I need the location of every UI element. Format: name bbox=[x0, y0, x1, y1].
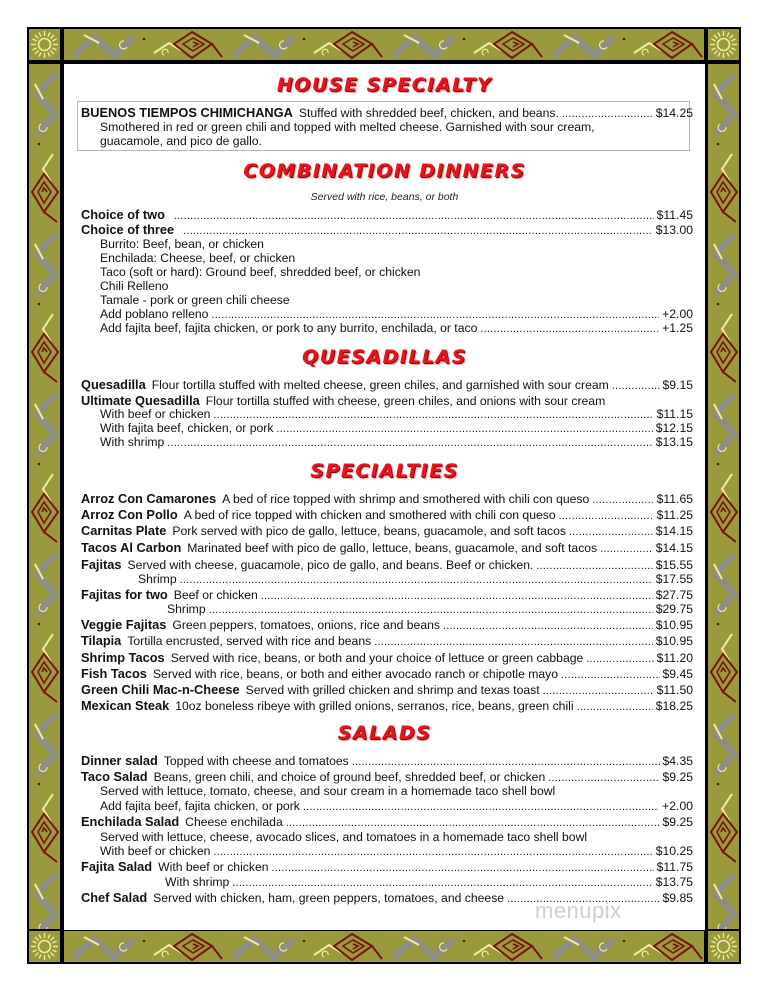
item-desc: Topped with cheese and tomatoes bbox=[163, 754, 349, 768]
leader-dots bbox=[480, 321, 659, 336]
border-band-top bbox=[64, 29, 704, 60]
item-name: BUENOS TIEMPOS CHIMICHANGA bbox=[81, 105, 293, 120]
item-name: Tilapia bbox=[81, 633, 122, 648]
section-heading-quesadillas: QUESADILLAS bbox=[302, 346, 467, 368]
leader-dots bbox=[352, 754, 660, 769]
variant-label: With fajita beef, chicken, or pork bbox=[100, 421, 274, 435]
border-band-right bbox=[708, 64, 739, 929]
item-price: $18.25 bbox=[655, 699, 693, 713]
menu-item bbox=[81, 207, 693, 222]
leader-dots bbox=[276, 421, 652, 436]
variant-label: Shrimp bbox=[138, 572, 177, 586]
sun-icon bbox=[708, 29, 739, 60]
item-name: Quesadilla bbox=[81, 377, 146, 392]
variant-label: With beef or chicken bbox=[100, 844, 211, 858]
menu-item bbox=[81, 523, 693, 538]
leader-dots bbox=[548, 770, 659, 785]
menu-item bbox=[81, 633, 693, 648]
variant-price: $13.75 bbox=[655, 875, 693, 889]
combo-option: Burrito: Beef, bean, or chicken bbox=[100, 237, 264, 251]
variant-price: $12.15 bbox=[655, 421, 693, 435]
addon-label: Add poblano relleno bbox=[100, 307, 209, 321]
item-desc-line: guacamole, and pico de gallo. bbox=[100, 134, 262, 148]
section-heading-house-specialty: HOUSE SPECIALTY bbox=[276, 74, 493, 96]
item-desc: Served with rice, beans, or both and your choice of lettuce or green cabbage bbox=[170, 651, 584, 665]
item-price: $11.75 bbox=[656, 860, 693, 874]
variant-label: Shrimp bbox=[167, 602, 206, 616]
menu-item bbox=[81, 222, 693, 237]
leader-dots bbox=[211, 307, 659, 322]
item-name: Enchilada Salad bbox=[81, 814, 180, 829]
border-band-left bbox=[29, 64, 60, 929]
variant-price: $17.55 bbox=[655, 572, 693, 586]
menu-item bbox=[81, 491, 693, 506]
item-desc: Served with chicken, ham, green peppers, tomatoes, and cheese bbox=[153, 891, 505, 905]
item-price: $14.15 bbox=[655, 541, 693, 555]
leader-dots bbox=[174, 208, 654, 223]
section-heading-salads: SALADS bbox=[337, 722, 432, 744]
item-price: $9.25 bbox=[662, 815, 693, 829]
item-price: $9.85 bbox=[662, 891, 693, 905]
section-heading-specialties: SPECIALTIES bbox=[310, 460, 459, 482]
menu-item bbox=[81, 682, 693, 697]
leader-dots bbox=[561, 667, 659, 682]
item-name: Taco Salad bbox=[81, 769, 148, 784]
menu-item bbox=[81, 650, 693, 665]
leader-dots bbox=[180, 572, 653, 587]
item-name: Fish Tacos bbox=[81, 666, 147, 681]
item-name: Dinner salad bbox=[81, 753, 158, 768]
item-price: $11.50 bbox=[656, 683, 693, 697]
leader-dots bbox=[261, 588, 653, 603]
menu-variant bbox=[167, 602, 693, 617]
addon-price: +2.00 bbox=[662, 307, 693, 321]
leader-dots bbox=[272, 860, 654, 875]
leader-dots bbox=[213, 407, 653, 422]
menu-variant bbox=[100, 844, 693, 859]
menu-item bbox=[81, 617, 693, 632]
item-desc: Beef or chicken bbox=[173, 588, 258, 602]
item-desc: A bed of rice topped with shrimp and smothered with chili con queso bbox=[222, 492, 590, 506]
item-price: $11.20 bbox=[656, 651, 693, 665]
menu-page bbox=[64, 64, 705, 930]
item-desc: Served with rice, beans, or both and either avocado ranch or chipotle mayo bbox=[152, 667, 559, 681]
border-band-bottom bbox=[64, 931, 704, 962]
item-price: $10.95 bbox=[655, 634, 693, 648]
item-price: $27.75 bbox=[655, 588, 693, 602]
variant-label: With shrimp bbox=[100, 435, 165, 449]
variant-label: With shrimp bbox=[165, 875, 230, 889]
combo-option: Tamale - pork or green chili cheese bbox=[100, 293, 290, 307]
leader-dots bbox=[592, 492, 653, 507]
addon-label: Add fajita beef, fajita chicken, or pork to any burrito, enchilada, or taco bbox=[100, 321, 478, 335]
menu-item bbox=[81, 393, 693, 408]
item-name: Chef Salad bbox=[81, 890, 148, 905]
leader-dots bbox=[612, 378, 660, 393]
leader-dots bbox=[562, 106, 653, 121]
item-price: $4.35 bbox=[662, 754, 693, 768]
leader-dots bbox=[374, 634, 653, 649]
item-desc: Cheese enchilada bbox=[185, 815, 283, 829]
item-desc-line: Served with lettuce, tomato, cheese, and sour cream in a homemade taco shell bowl bbox=[100, 784, 556, 798]
menu-item bbox=[81, 587, 693, 602]
combo-option: Chili Relleno bbox=[100, 279, 169, 293]
menu-item bbox=[81, 698, 693, 713]
menu-item bbox=[81, 814, 693, 829]
variant-label: With beef or chicken bbox=[100, 407, 211, 421]
menu-item bbox=[81, 377, 693, 392]
leader-dots bbox=[443, 618, 653, 633]
combo-addon bbox=[100, 307, 693, 322]
item-desc: Tortilla encrusted, served with rice and beans bbox=[127, 634, 372, 648]
combo-option: Taco (soft or hard): Ground beef, shredded beef, or chicken bbox=[100, 265, 421, 279]
variant-label: Add fajita beef, fajita chicken, or pork bbox=[100, 799, 300, 813]
leader-dots bbox=[167, 435, 652, 450]
addon-price: +1.25 bbox=[662, 321, 693, 335]
item-desc: A bed of rice topped with chicken and smothered with chili con queso bbox=[183, 508, 556, 522]
leader-dots bbox=[559, 508, 654, 523]
item-name: Fajita Salad bbox=[81, 859, 153, 874]
item-price: $14.25 bbox=[655, 106, 693, 120]
item-desc: With beef or chicken bbox=[158, 860, 269, 874]
leader-dots bbox=[232, 875, 652, 890]
menu-item bbox=[81, 859, 693, 874]
menu-variant bbox=[165, 875, 693, 890]
item-name: Fajitas bbox=[81, 557, 122, 572]
item-price: $14.15 bbox=[655, 524, 693, 538]
item-price: $15.55 bbox=[655, 558, 693, 572]
leader-dots bbox=[303, 799, 659, 814]
leader-dots bbox=[213, 844, 652, 859]
item-name: Shrimp Tacos bbox=[81, 650, 165, 665]
leader-dots bbox=[209, 602, 653, 617]
menu-variant bbox=[100, 407, 693, 422]
item-desc: Marinated beef with pico de gallo, lettuce, beans, guacamole, and soft tacos bbox=[187, 541, 598, 555]
leader-dots bbox=[286, 815, 660, 830]
leader-dots bbox=[183, 223, 653, 238]
combo-addon bbox=[100, 321, 693, 336]
sun-icon bbox=[29, 931, 60, 962]
item-name: Tacos Al Carbon bbox=[81, 540, 182, 555]
leader-dots bbox=[543, 683, 654, 698]
item-name: Choice of two bbox=[81, 207, 165, 222]
sun-icon bbox=[708, 931, 739, 962]
variant-price: $13.15 bbox=[655, 435, 693, 449]
item-desc: Stuffed with shredded beef, chicken, and beans. bbox=[298, 106, 559, 120]
menu-item bbox=[81, 507, 693, 522]
item-name: Arroz Con Camarones bbox=[81, 491, 217, 506]
leader-dots bbox=[536, 558, 652, 573]
item-desc-line: Smothered in red or green chili and topped with melted cheese. Garnished with sour cream, bbox=[100, 120, 595, 134]
leader-dots bbox=[586, 651, 653, 666]
variant-price: $29.75 bbox=[655, 602, 693, 616]
item-name: Ultimate Quesadilla bbox=[81, 393, 200, 408]
variant-price: $11.15 bbox=[656, 407, 693, 421]
item-name: Carnitas Plate bbox=[81, 523, 167, 538]
item-desc: Flour tortilla stuffed with cheese, green chiles, and onions with sour cream bbox=[205, 394, 606, 408]
item-name: Green Chili Mac-n-Cheese bbox=[81, 682, 240, 697]
sun-icon bbox=[29, 29, 60, 60]
menu-variant bbox=[100, 421, 693, 436]
menu-variant bbox=[100, 799, 693, 814]
item-price: $9.15 bbox=[662, 378, 693, 392]
item-name: Veggie Fajitas bbox=[81, 617, 167, 632]
item-price: $11.45 bbox=[656, 208, 693, 222]
item-desc: Pork served with pico de gallo, lettuce, beans, guacamole, and soft tacos bbox=[172, 524, 566, 538]
item-desc-line: Served with lettuce, cheese, avocado slices, and tomatoes in a homemade taco shell bowl bbox=[100, 830, 588, 844]
combo-option: Enchilada: Cheese, beef, or chicken bbox=[100, 251, 296, 265]
menu-variant bbox=[138, 572, 693, 587]
item-name: Mexican Steak bbox=[81, 698, 170, 713]
watermark-logo: menupix bbox=[535, 898, 622, 923]
item-price: $13.00 bbox=[655, 223, 693, 237]
section-heading-combination-dinners: COMBINATION DINNERS bbox=[243, 160, 526, 182]
menu-item bbox=[81, 769, 693, 784]
item-desc: 10oz boneless ribeye with grilled onions, serranos, rice, beans, green chili bbox=[175, 699, 574, 713]
item-price: $10.95 bbox=[655, 618, 693, 632]
variant-price: $10.25 bbox=[655, 844, 693, 858]
item-price: $9.25 bbox=[662, 770, 693, 784]
item-desc: Green peppers, tomatoes, onions, rice and beans bbox=[172, 618, 440, 632]
item-price: $9.45 bbox=[662, 667, 693, 681]
item-desc: Beans, green chili, and choice of ground beef, shredded beef, or chicken bbox=[153, 770, 546, 784]
item-desc: Flour tortilla stuffed with melted cheese, green chiles, and garnished with sour cream bbox=[151, 378, 609, 392]
leader-dots bbox=[600, 541, 653, 556]
leader-dots bbox=[577, 699, 653, 714]
menu-item bbox=[81, 753, 693, 768]
section-note: Served with rice, beans, or both bbox=[310, 191, 459, 203]
variant-price: +2.00 bbox=[662, 799, 693, 813]
item-name: Choice of three bbox=[81, 222, 175, 237]
menu-variant bbox=[100, 435, 693, 450]
menu-item-chimichanga bbox=[81, 105, 693, 120]
menu-item bbox=[81, 666, 693, 681]
item-price: $11.65 bbox=[656, 492, 693, 506]
leader-dots bbox=[569, 524, 653, 539]
menu-item bbox=[81, 557, 693, 572]
item-desc: Served with grilled chicken and shrimp and texas toast bbox=[245, 683, 540, 697]
item-price: $11.25 bbox=[656, 508, 693, 522]
item-desc: Served with cheese, guacamole, pico de gallo, and beans. Beef or chicken. bbox=[127, 558, 534, 572]
menu-item bbox=[81, 540, 693, 555]
item-name: Arroz Con Pollo bbox=[81, 507, 178, 522]
item-name: Fajitas for two bbox=[81, 587, 168, 602]
